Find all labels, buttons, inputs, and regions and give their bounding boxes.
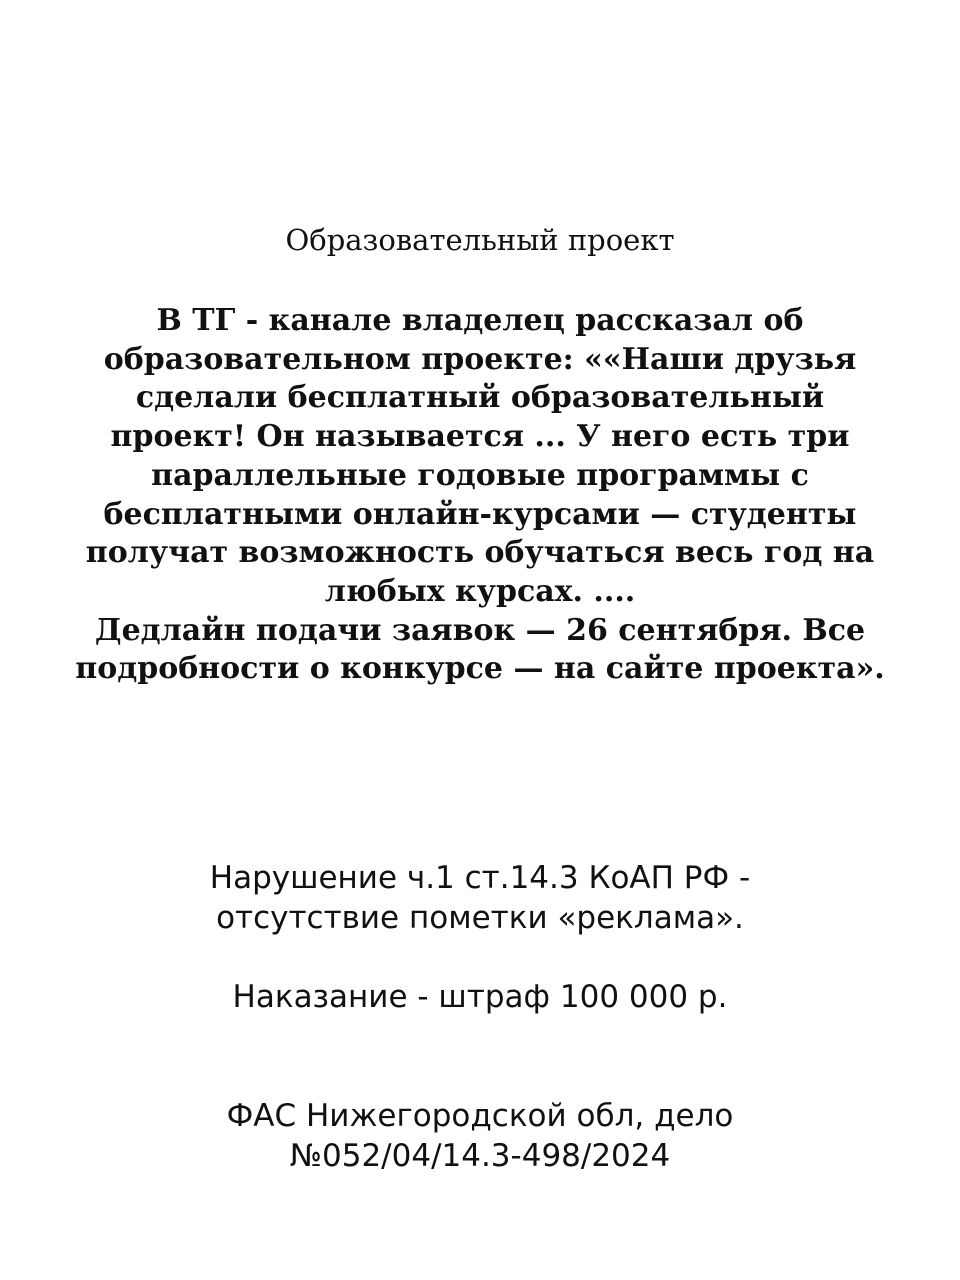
quote-paragraph xyxy=(60,302,900,689)
case-line: №052/04/14.3-498/2024 xyxy=(289,1138,671,1174)
violation-line: отсутствие пометки «реклама». xyxy=(216,900,744,936)
quote-line: получат возможность обучаться весь год на xyxy=(85,535,875,571)
quote-line: подробности о конкурсе — на сайте проекта». xyxy=(75,651,885,687)
quote-line: Дедлайн подачи заявок — 26 сентября. Все xyxy=(94,612,866,648)
quote-line: В ТГ - канале владелец рассказал об xyxy=(156,303,804,338)
quote-line: проект! Он называется ... У него есть три xyxy=(110,419,850,455)
violation-line: Нарушение ч.1 ст.14.3 КоАП РФ - xyxy=(209,860,751,896)
penalty-text: Наказание - штраф 100 000 р. xyxy=(232,979,728,1015)
case-line: ФАС Нижегородской обл, дело xyxy=(226,1098,734,1134)
quote-line: сделали бесплатный образовательный xyxy=(135,380,825,416)
quote-line: параллельные годовые программы с xyxy=(151,457,809,493)
document-title: Образовательный проект xyxy=(285,223,675,257)
quote-line: любых курсах. .... xyxy=(324,573,636,609)
quote-line: образовательном проекте: ««Наши друзья xyxy=(103,341,857,377)
case-reference xyxy=(60,1096,900,1176)
quote-line: бесплатными онлайн-курсами — студенты xyxy=(103,496,857,532)
violation-text xyxy=(60,858,900,938)
